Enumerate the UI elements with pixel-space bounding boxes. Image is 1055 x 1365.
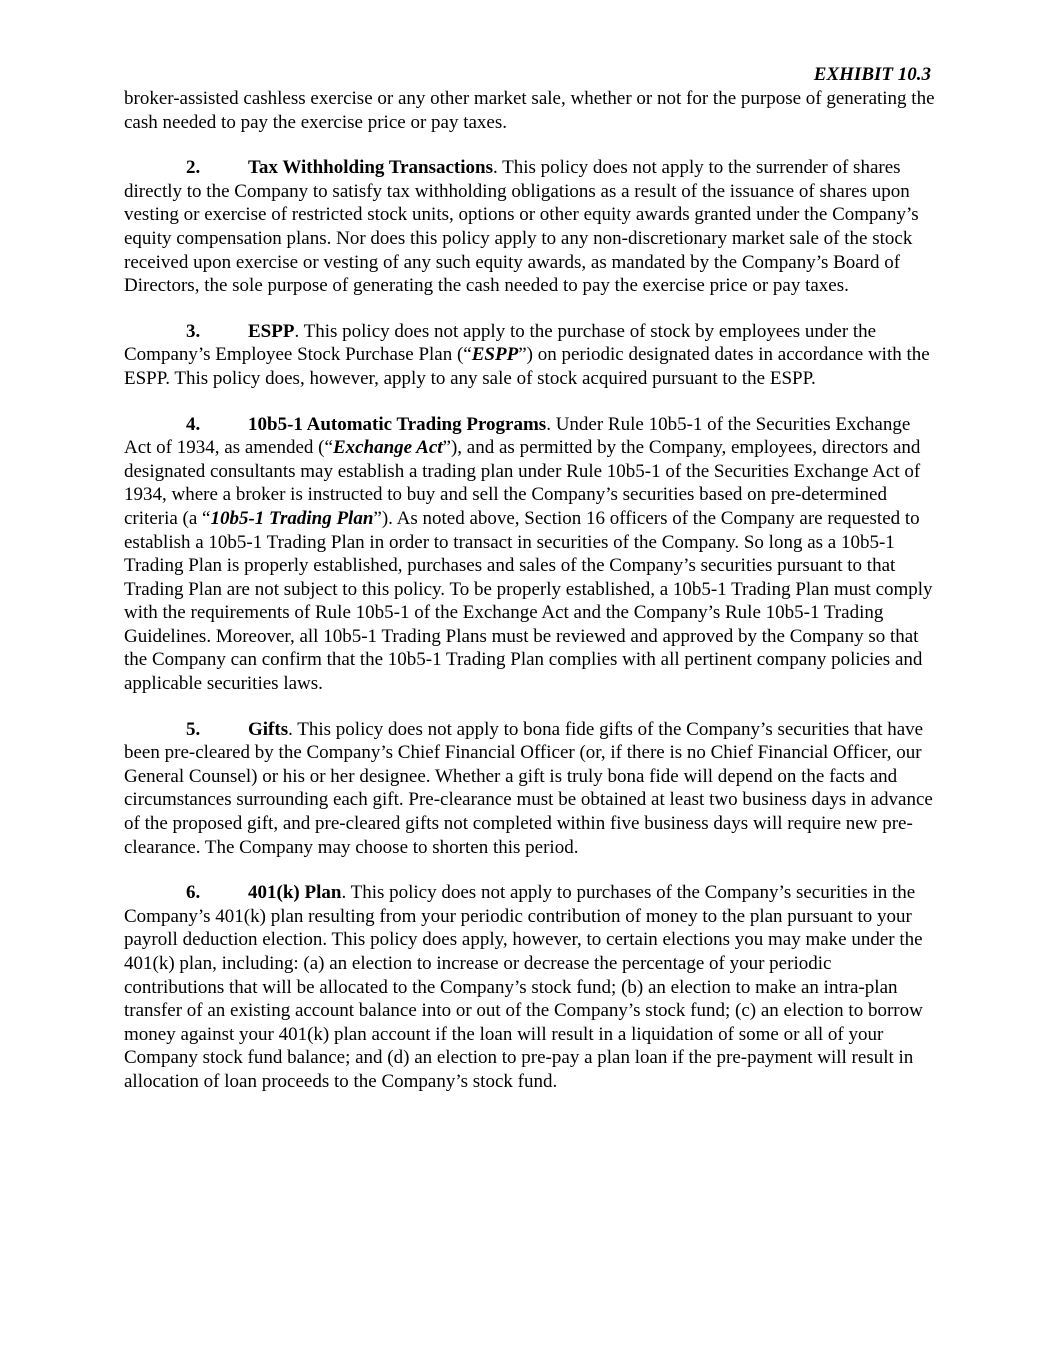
section-espp bbox=[124, 320, 936, 391]
section-text: . This policy does not apply to the purchase of stock by employees under the Company’s Employee Stock Purchase Plan (“ bbox=[124, 320, 877, 366]
section-number: 6. bbox=[186, 882, 201, 904]
section-text: . This policy does not apply to purchases of the Company’s securities in the Company’s 401(k) plan resulting from your periodic contribution of money to the plan pursuant to your payroll deduction election. This policy does apply, however, to certain elections you may make under the 401(k) plan, including: (a) an election to increase or decrease the percentage of your periodic contributions that will be allocated to the Company’s stock fund; (b) an election to make an intra-plan transfer of an existing account balance into or out of the Company’s stock fund; (c) an election to borrow money against your 401(k) plan account if the loan will result in a liquidation of some or all of your Company stock fund balance; and (d) an election to pre-pay a plan loan if the pre-payment will result in allocation of loan proceeds to the Company’s stock fund. bbox=[124, 882, 923, 1092]
section-text: ”). As noted above, Section 16 officers of the Company are requested to establish a 10b5-1 Trading Plan in order to transact in securities of the Company. So long as a 10b5-1 Trading Plan is properly established, purchases and sales of the Company’s securities pursuant to that Trading Plan are not subject to this policy. To be properly established, a 10b5-1 Trading Plan must comply with the requirements of Rule 10b5-1 of the Exchange Act and the Company’s Rule 10b5-1 Trading Guidelines. Moreover, all 10b5-1 Trading Plans must be reviewed and approved by the Company so that the Company can confirm that the 10b5-1 Trading Plan complies with all pertinent company policies and applicable securities laws. bbox=[124, 507, 933, 695]
defined-term: Exchange Act bbox=[332, 437, 443, 459]
section-title: Tax Withholding Transactions bbox=[248, 157, 493, 179]
section-tax-withholding bbox=[124, 156, 936, 298]
section-401k bbox=[124, 881, 936, 1093]
section-gifts bbox=[124, 718, 936, 860]
intro-paragraph: broker-assisted cashless exercise or any other market sale, whether or not for the purpose of generating the cash needed to pay the exercise price or pay taxes. bbox=[124, 88, 935, 133]
section-text: . Under Rule 10b5-1 of the Securities Exchange Act of 1934, as amended (“ bbox=[124, 413, 911, 459]
section-text: . This policy does not apply to bona fide gifts of the Company’s securities that have been pre-cleared by the Company’s Chief Financial Officer (or, if there is no Chief Financial Officer, our General Counsel) or his or her designee. Whether a gift is truly bona fide will depend on the facts and circumstances surrounding each gift. Pre-clearance must be obtained at least two business days in advance of the proposed gift, and pre-cleared gifts not completed within five business days will require new pre-clearance. The Company may choose to shorten this period. bbox=[124, 718, 933, 858]
section-text: . This policy does not apply to the surrender of shares directly to the Company to satisfy tax withholding obligations as a result of the issuance of shares upon vesting or exercise of restricted stock units, options or other equity awards granted under the Company’s equity compensation plans. Nor does this policy apply to any non-discretionary market sale of the stock received upon exercise or vesting of any such equity awards, as mandated by the Company’s Board of Directors, the sole purpose of generating the cash needed to pay the exercise price or pay taxes. bbox=[124, 157, 919, 297]
defined-term: 10b5-1 Trading Plan bbox=[210, 507, 374, 529]
section-title: 401(k) Plan bbox=[248, 882, 342, 904]
section-text: ”) on periodic designated dates in accordance with the ESPP. This policy does, however, apply to any sale of stock acquired pursuant to the ESPP. bbox=[124, 344, 930, 389]
section-10b5-1 bbox=[124, 413, 936, 696]
defined-term: ESPP bbox=[471, 344, 519, 366]
section-text: ”), and as permitted by the Company, employees, directors and designated consultants may establish a trading plan under Rule 10b5-1 of the Securities Exchange Act of 1934, where a broker is instructed to buy and sell the Company’s securities based on pre-determined criteria (a “ bbox=[124, 437, 921, 529]
section-number: 4. bbox=[186, 413, 201, 435]
section-title: 10b5-1 Automatic Trading Programs bbox=[248, 413, 547, 435]
section-number: 5. bbox=[186, 718, 201, 740]
section-title: ESPP bbox=[248, 320, 295, 342]
section-number: 2. bbox=[186, 157, 201, 179]
document-body bbox=[124, 87, 936, 1116]
section-title: Gifts bbox=[248, 718, 289, 740]
exhibit-label: EXHIBIT 10.3 bbox=[813, 64, 931, 85]
section-number: 3. bbox=[186, 320, 201, 342]
